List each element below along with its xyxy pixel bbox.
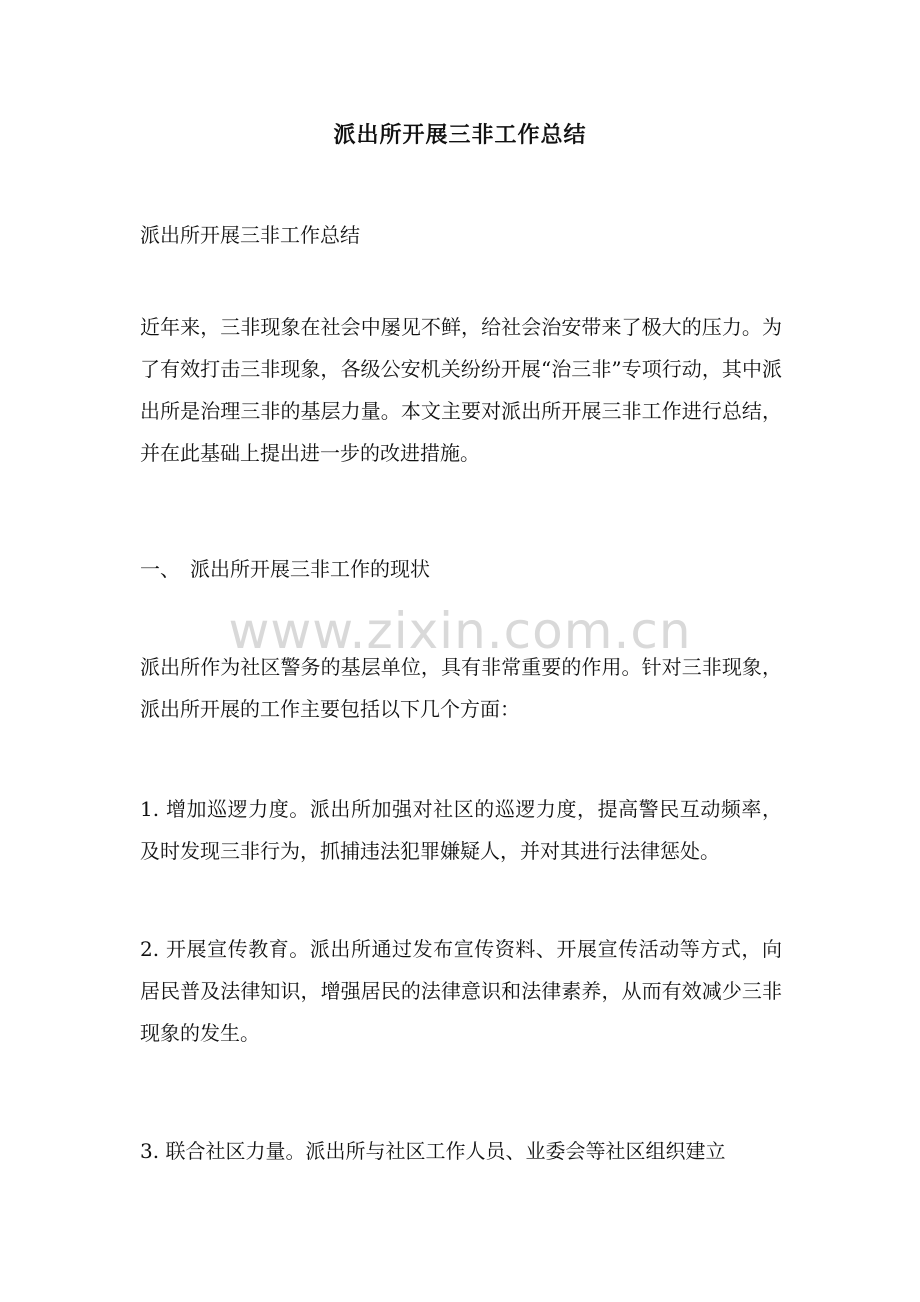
section-intro-paragraph: 派出所作为社区警务的基层单位，具有非常重要的作用。针对三非现象，派出所开展的工作主要包括以下几个方面： [140,655,782,721]
section-heading: 一、 派出所开展三非工作的现状 [140,557,430,581]
watermark: www.zixin.com.cn [228,602,692,660]
list-item-3: 3. 联合社区力量。派出所与社区工作人员、业委会等社区组织建立 [140,1139,726,1163]
intro-paragraph: 近年来，三非现象在社会中屡见不鲜，给社会治安带来了极大的压力。为了有效打击三非现象，各级公安机关纷纷开展“治三非”专项行动，其中派出所是治理三非的基层力量。本文主要对派出所开展三非工作进行总结，并在此基础上提出进一步的改进措施。 [140,315,782,465]
list-item-2: 2. 开展宣传教育。派出所通过发布宣传资料、开展宣传活动等方式，向居民普及法律知识，增强居民的法律意识和法律素养，从而有效减少三非现象的发生。 [140,937,782,1045]
document-subtitle: 派出所开展三非工作总结 [140,223,360,247]
document-title: 派出所开展三非工作总结 [333,123,587,148]
list-item-1: 1. 增加巡逻力度。派出所加强对社区的巡逻力度，提高警民互动频率，及时发现三非行为，抓捕违法犯罪嫌疑人，并对其进行法律惩处。 [140,797,782,863]
